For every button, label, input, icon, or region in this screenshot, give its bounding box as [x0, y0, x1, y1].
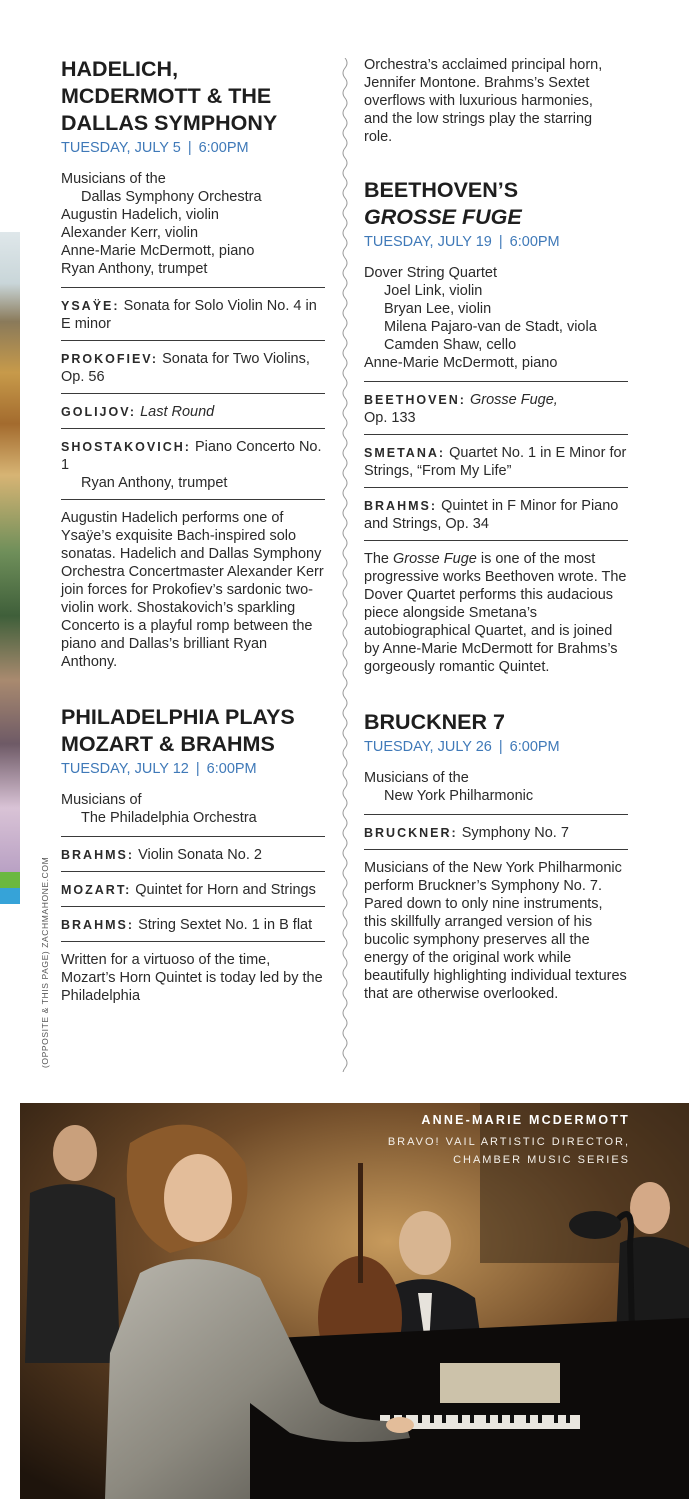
concert-title: PHILADELPHIA PLAYS MOZART & BRAHMS	[61, 705, 295, 756]
performer-line: Musicians of	[61, 792, 142, 808]
concert-description: Musicians of the New York Philharmonic perform Bruckner’s Symphony No. 7. Pared down to only nine instruments, this skillfully arranged version of his bucolic symphony preserves all the energy of the original work while beautifully highlighting individual textures that are otherwise overlooked.	[364, 849, 628, 1003]
work: Sonata for Two Violins, Op. 56	[61, 351, 310, 385]
left-photo-strip	[0, 232, 20, 904]
wavy-divider	[335, 58, 355, 1072]
work-note: Ryan Anthony, trumpet	[81, 475, 228, 491]
performer-line: Dover String Quartet	[364, 265, 497, 281]
date-text: TUESDAY, JULY 5	[61, 140, 181, 156]
composer: BRAHMS:	[61, 848, 135, 862]
performer-line: New York Philharmonic	[384, 788, 534, 804]
composer: BRAHMS:	[364, 499, 438, 513]
program-item	[61, 871, 325, 906]
composer: BRUCKNER:	[364, 826, 458, 840]
performer-line: Anne-Marie McDermott, piano	[364, 355, 558, 371]
composer: MOZART:	[61, 883, 132, 897]
continued-description: Orchestra’s acclaimed principal horn, Jennifer Montone. Brahms’s Sextet overflows with luxurious harmonies, and the low strings play the starring role.	[364, 57, 603, 145]
right-column	[364, 56, 628, 1003]
left-column	[61, 56, 325, 1005]
work: Quintet in F Minor for Piano and Strings, Op. 34	[364, 498, 619, 532]
caption-role-line: CHAMBER MUSIC SERIES	[453, 1154, 630, 1166]
program-item	[61, 287, 325, 340]
performer-line: The Philadelphia Orchestra	[81, 810, 257, 826]
performers	[364, 769, 628, 805]
concert-description: Written for a virtuoso of the time, Mozart’s Horn Quintet is today led by the Philadelphia	[61, 941, 325, 1005]
strip-photo	[0, 232, 20, 872]
concert-date: TUESDAY, JULY 26 | 6:00PM	[364, 739, 560, 755]
concert-title: BRUCKNER 7	[364, 710, 505, 734]
performer-line: Ryan Anthony, trumpet	[61, 261, 208, 277]
strip-blue-bar	[0, 888, 20, 904]
performer-line: Augustin Hadelich, violin	[61, 207, 219, 223]
caption-role-line: BRAVO! VAIL ARTISTIC DIRECTOR,	[387, 1136, 630, 1148]
concert-title	[364, 177, 628, 231]
program-item	[61, 836, 325, 871]
photo-credit: (OPPOSITE & THIS PAGE) ZACHMAHONE.COM	[40, 856, 50, 1068]
time-text: 6:00PM	[509, 739, 560, 755]
concert-title: HADELICH, MCDERMOTT & THE DALLAS SYMPHONY	[61, 57, 278, 135]
composer: SHOSTAKOVICH:	[61, 440, 191, 454]
program-item	[61, 428, 325, 499]
work: Piano Concerto No. 1	[61, 439, 322, 473]
program-item	[364, 814, 628, 849]
concert-description: Augustin Hadelich performs one of Ysaÿe’s exquisite Bach-inspired solo sonatas. Hadelich and Dallas Symphony Orchestra Concertmaster Alexander Kerr join forces for Prokofiev’s sardonic two-violin work. Shostakovich’s sparkling Concerto is a playful romp between the piano and Dallas’s brilliant Ryan Anthony.	[61, 499, 325, 671]
date-text: TUESDAY, JULY 19	[364, 234, 492, 250]
concert-date: TUESDAY, JULY 19 | 6:00PM	[364, 234, 560, 250]
performers	[61, 791, 325, 827]
program-item	[61, 340, 325, 393]
work: Quintet for Horn and Strings	[135, 882, 316, 898]
work: Grosse Fuge,	[469, 392, 558, 408]
performer-line: Milena Pajaro-van de Stadt, viola	[384, 319, 597, 335]
performer-line: Anne-Marie McDermott, piano	[61, 243, 255, 259]
composer: BEETHOVEN:	[364, 393, 466, 407]
work: Symphony No. 7	[461, 825, 569, 841]
concert-description	[364, 540, 628, 676]
work: String Sextet No. 1 in B flat	[138, 917, 313, 933]
desc-italic: Grosse Fuge	[393, 551, 477, 567]
work: Violin Sonata No. 2	[138, 847, 262, 863]
title-line: BEETHOVEN’S	[364, 178, 519, 202]
caption-name: ANNE-MARIE MCDERMOTT	[421, 1113, 630, 1127]
work-opus: Op. 133	[364, 410, 416, 426]
performer-line: Joel Link, violin	[384, 283, 483, 299]
composer: SMETANA:	[364, 446, 446, 460]
desc-text: is one of the most progressive works Beethoven wrote. The Dover Quartet performs this audacious piece alongside Smetana’s autobiographical Quartet, and is joined by Anne-Marie McDermott for Brahms’s gorgeously romantic Quintet.	[364, 551, 627, 675]
date-text: TUESDAY, JULY 12	[61, 761, 189, 777]
date-text: TUESDAY, JULY 26	[364, 739, 492, 755]
time-text: 6:00PM	[198, 140, 249, 156]
composer: YSAŸE:	[61, 299, 120, 313]
program-item	[61, 906, 325, 941]
program-item	[364, 381, 628, 434]
work: Sonata for Solo Violin No. 4 in E minor	[61, 298, 317, 332]
composer: GOLIJOV:	[61, 405, 137, 419]
composer: PROKOFIEV:	[61, 352, 159, 366]
performers	[61, 170, 325, 278]
strip-green-bar	[0, 872, 20, 888]
time-text: 6:00PM	[509, 234, 560, 250]
concert-date: TUESDAY, JULY 5 | 6:00PM	[61, 140, 249, 156]
caption-role	[310, 1133, 630, 1169]
performer-line: Bryan Lee, violin	[384, 301, 492, 317]
desc-text: The	[364, 551, 394, 567]
performer-line: Musicians of the	[364, 770, 469, 786]
performers	[364, 264, 628, 372]
title-line-italic: GROSSE FUGE	[364, 205, 522, 229]
time-text: 6:00PM	[206, 761, 257, 777]
work: Last Round	[140, 404, 215, 420]
performer-line: Alexander Kerr, violin	[61, 225, 199, 241]
program-item	[364, 487, 628, 540]
performer-line: Dallas Symphony Orchestra	[81, 189, 262, 205]
performer-line: Camden Shaw, cello	[384, 337, 517, 353]
composer: BRAHMS:	[61, 918, 135, 932]
program-item	[364, 434, 628, 487]
work: Quartet No. 1 in E Minor for Strings, “From My Life”	[364, 445, 627, 479]
program-item	[61, 393, 325, 428]
performer-line: Musicians of the	[61, 171, 166, 187]
concert-date: TUESDAY, JULY 12 | 6:00PM	[61, 761, 257, 777]
